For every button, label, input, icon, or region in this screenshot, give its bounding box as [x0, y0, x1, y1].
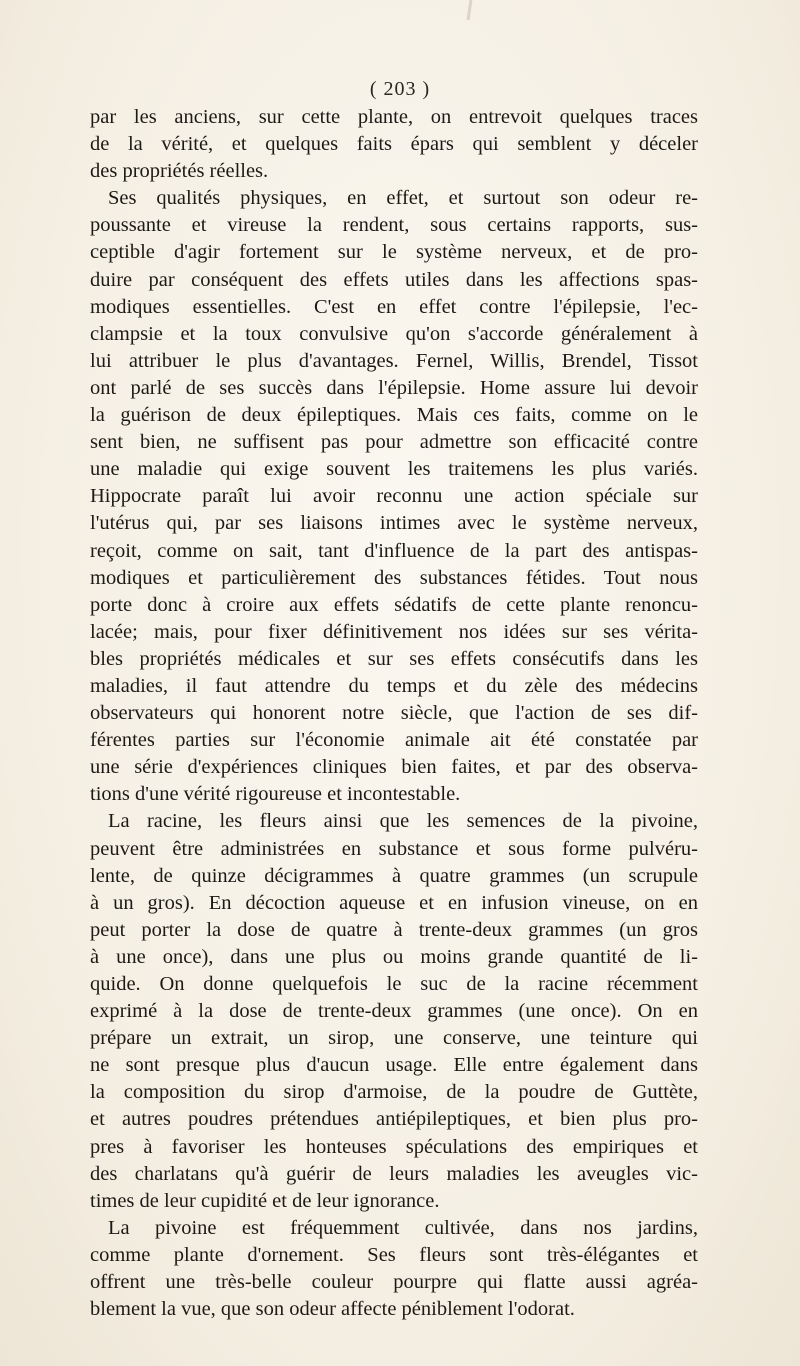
text-line: sent bien, ne suffisent pas pour admettre son efficacité contre: [90, 431, 698, 454]
text-line: pres à favoriser les honteuses spéculations des empiriques et: [90, 1135, 698, 1158]
text-line: une série d'expériences cliniques bien faites, et par des observa-: [90, 756, 698, 779]
text-line: à un gros). En décoction aqueuse et en infusion vineuse, on en: [90, 891, 698, 914]
text-line: peuvent être administrées en substance et sous forme pulvéru-: [90, 837, 698, 860]
text-line: offrent une très-belle couleur pourpre qui flatte aussi agréa-: [90, 1271, 698, 1294]
ink-smudge: [467, 0, 473, 20]
text-line: bles propriétés médicales et sur ses effets consécutifs dans les: [90, 647, 698, 670]
text-line: modiques et particulièrement des substances fétides. Tout nous: [90, 566, 698, 589]
text-line: ont parlé de ses succès dans l'épilepsie. Home assure lui devoir: [90, 376, 698, 399]
text-line: ne sont presque plus d'aucun usage. Elle entre également dans: [90, 1054, 698, 1077]
text-line: à une once), dans une plus ou moins grande quantité de li-: [90, 945, 698, 968]
page-number: ( 203 ): [369, 78, 431, 100]
text-line: Ses qualités physiques, en effet, et surtout son odeur re-: [108, 187, 698, 210]
text-line: férentes parties sur l'économie animale ait été constatée par: [90, 729, 698, 752]
text-line: observateurs qui honorent notre siècle, que l'action de ses dif-: [90, 702, 698, 725]
text-line: prépare un extrait, un sirop, une conserve, une teinture qui: [90, 1027, 698, 1050]
text-line: times de leur cupidité et de leur ignorance.: [90, 1189, 440, 1212]
text-line: des propriétés réelles.: [90, 160, 269, 183]
text-line: poussante et vireuse la rendent, sous certains rapports, sus-: [90, 214, 698, 237]
text-line: La pivoine est fréquemment cultivée, dans nos jardins,: [108, 1216, 698, 1239]
text-line: la guérison de deux épileptiques. Mais ces faits, comme on le: [90, 404, 698, 427]
text-line: porte donc à croire aux effets sédatifs de cette plante renoncu-: [90, 593, 698, 616]
text-line: quide. On donne quelquefois le suc de la racine récemment: [90, 973, 698, 995]
text-line: clampsie et la toux convulsive qu'on s'accorde généralement à: [90, 322, 698, 345]
text-line: une maladie qui exige souvent les traitemens les plus variés.: [90, 458, 698, 481]
text-line: lente, de quinze décigrammes à quatre grammes (un scrupule: [90, 864, 698, 887]
text-line: par les anciens, sur cette plante, on entrevoit quelques traces: [90, 106, 698, 128]
text-line: l'utérus qui, par ses liaisons intimes avec le système nerveux,: [90, 512, 698, 535]
text-line: reçoit, comme on sait, tant d'influence de la part des antispas-: [90, 539, 698, 562]
text-line: comme plante d'ornement. Ses fleurs sont très-élégantes et: [90, 1243, 698, 1266]
text-line: blement la vue, que son odeur affecte péniblement l'odorat.: [90, 1298, 575, 1321]
text-line: tions d'une vérité rigoureuse et incontestable.: [90, 783, 461, 806]
text-line: lacée; mais, pour fixer définitivement nos idées sur ses vérita-: [90, 620, 698, 643]
text-line: des charlatans qu'à guérir de leurs maladies les aveugles vic-: [90, 1162, 698, 1185]
text-line: et autres poudres prétendues antiépileptiques, et bien plus pro-: [90, 1108, 698, 1131]
text-line: ceptible d'agir fortement sur le système nerveux, et de pro-: [90, 241, 698, 264]
text-line: maladies, il faut attendre du temps et du zèle des médecins: [90, 674, 698, 697]
body-text: [90, 104, 698, 1323]
text-line: peut porter la dose de quatre à trente-deux grammes (un gros: [90, 918, 698, 941]
text-line: modiques essentielles. C'est en effet contre l'épilepsie, l'ec-: [90, 295, 698, 318]
text-line: La racine, les fleurs ainsi que les semences de la pivoine,: [108, 810, 698, 833]
text-line: lui attribuer le plus d'avantages. Fernel, Willis, Brendel, Tissot: [90, 349, 698, 372]
text-line: duire par conséquent des effets utiles dans les affections spas-: [90, 268, 698, 291]
text-line: la composition du sirop d'armoise, de la poudre de Guttète,: [90, 1081, 698, 1104]
text-line: de la vérité, et quelques faits épars qui semblent y déceler: [90, 133, 698, 156]
text-line: Hippocrate paraît lui avoir reconnu une action spéciale sur: [90, 485, 698, 508]
text-line: exprimé à la dose de trente-deux grammes (une once). On en: [90, 1000, 698, 1023]
